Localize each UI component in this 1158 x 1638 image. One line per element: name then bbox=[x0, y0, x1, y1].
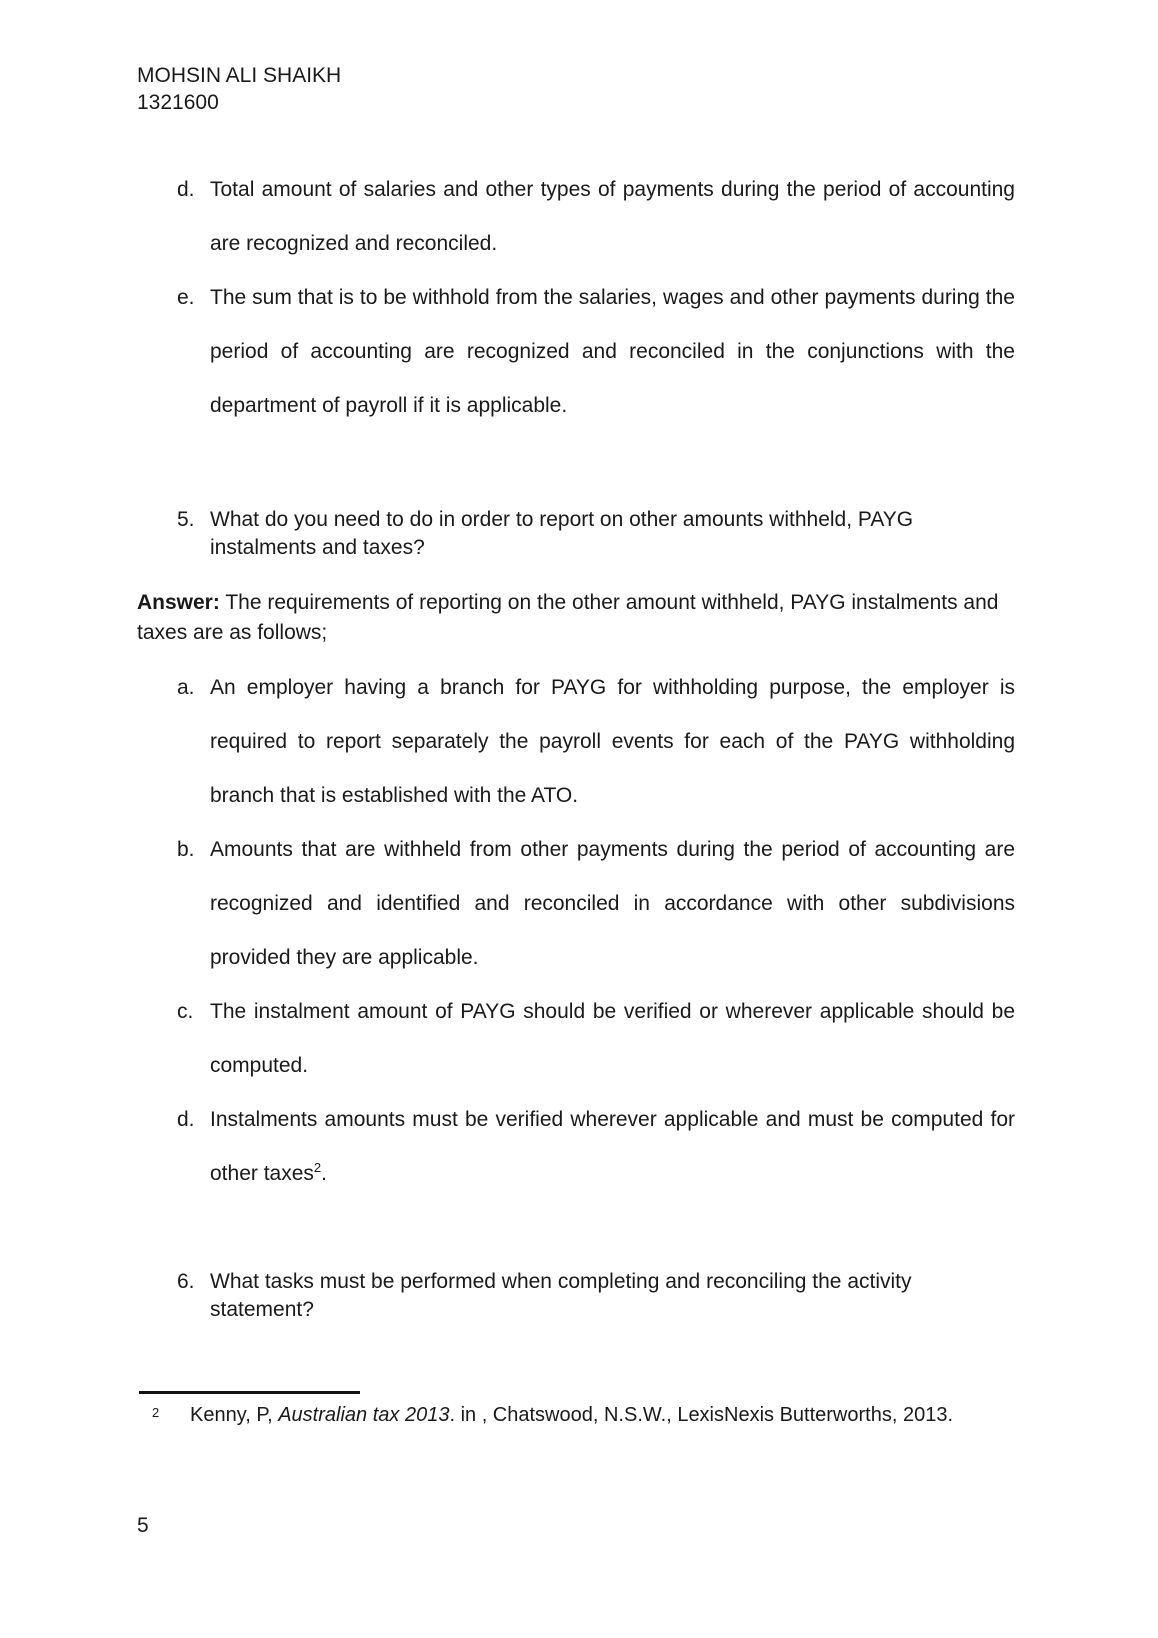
question-number: 5. bbox=[177, 508, 195, 531]
footnote-marker: 2 bbox=[152, 1405, 160, 1420]
footnote-citation-title: Australian tax 2013 bbox=[278, 1404, 450, 1426]
question-number: 6. bbox=[177, 1270, 195, 1293]
list-item bbox=[137, 271, 1015, 433]
list-marker: e. bbox=[177, 286, 195, 309]
header-student-id: 1321600 bbox=[137, 91, 219, 114]
question-text: What do you need to do in order to report on other amounts withheld, PAYG instalments and taxes? bbox=[210, 508, 914, 559]
question-5 bbox=[137, 506, 1015, 562]
list-item-text: The instalment amount of PAYG should be verified or wherever applicable should be computed. bbox=[210, 1000, 1015, 1077]
footnote-text-before: Kenny, P, bbox=[190, 1404, 279, 1426]
document-header bbox=[137, 62, 341, 116]
list-item bbox=[137, 163, 1015, 271]
footnote bbox=[137, 1399, 1015, 1432]
list-item bbox=[137, 661, 1015, 823]
answer-text: The requirements of reporting on the other amount withheld, PAYG instalments and taxes are as follows; bbox=[137, 591, 999, 644]
footnote-area bbox=[137, 1391, 1015, 1432]
footnote-reference: 2 bbox=[313, 1160, 322, 1175]
list-item-text bbox=[210, 1093, 1015, 1201]
list-marker: d. bbox=[177, 178, 195, 201]
list-item bbox=[137, 1093, 1015, 1201]
list-item-text: Amounts that are withheld from other payments during the period of accounting are recognized and identified and reconciled in accordance with other subdivisions provided they are applicable. bbox=[210, 838, 1015, 969]
answer-label: Answer: bbox=[137, 591, 220, 614]
lettered-list-top bbox=[137, 163, 1015, 433]
list-marker: c. bbox=[177, 1000, 194, 1023]
list-item-text: Total amount of salaries and other types of payments during the period of accounting are recognized and reconciled. bbox=[210, 178, 1015, 255]
document-body bbox=[137, 163, 1015, 1324]
lettered-list-answer bbox=[137, 661, 1015, 1201]
list-item-text: An employer having a branch for PAYG for withholding purpose, the employer is required to report separately the payroll events for each of the PAYG withholding branch that is established with the ATO. bbox=[210, 676, 1015, 807]
list-item-text-suffix: . bbox=[321, 1162, 327, 1185]
list-item-text: The sum that is to be withhold from the salaries, wages and other payments during the period of accounting are recognized and reconciled in the conjunctions with the department of payroll if it is applicable. bbox=[210, 286, 1015, 417]
header-author-name: MOHSIN ALI SHAIKH bbox=[137, 64, 342, 87]
footnote-text-after: . in , Chatswood, N.S.W., LexisNexis Butterworths, 2013. bbox=[449, 1404, 953, 1426]
list-item bbox=[137, 823, 1015, 985]
list-marker: b. bbox=[177, 838, 195, 861]
list-marker: d. bbox=[177, 1108, 195, 1131]
question-text: What tasks must be performed when completing and reconciling the activity statement? bbox=[210, 1270, 912, 1321]
list-item bbox=[137, 985, 1015, 1093]
list-marker: a. bbox=[177, 676, 195, 699]
footnote-separator-rule bbox=[139, 1391, 360, 1394]
question-6 bbox=[137, 1268, 1015, 1324]
answer-paragraph bbox=[137, 588, 1015, 648]
list-item-text-main: Instalments amounts must be verified wherever applicable and must be computed for other taxes bbox=[210, 1108, 1015, 1185]
page-number: 5 bbox=[137, 1514, 149, 1537]
